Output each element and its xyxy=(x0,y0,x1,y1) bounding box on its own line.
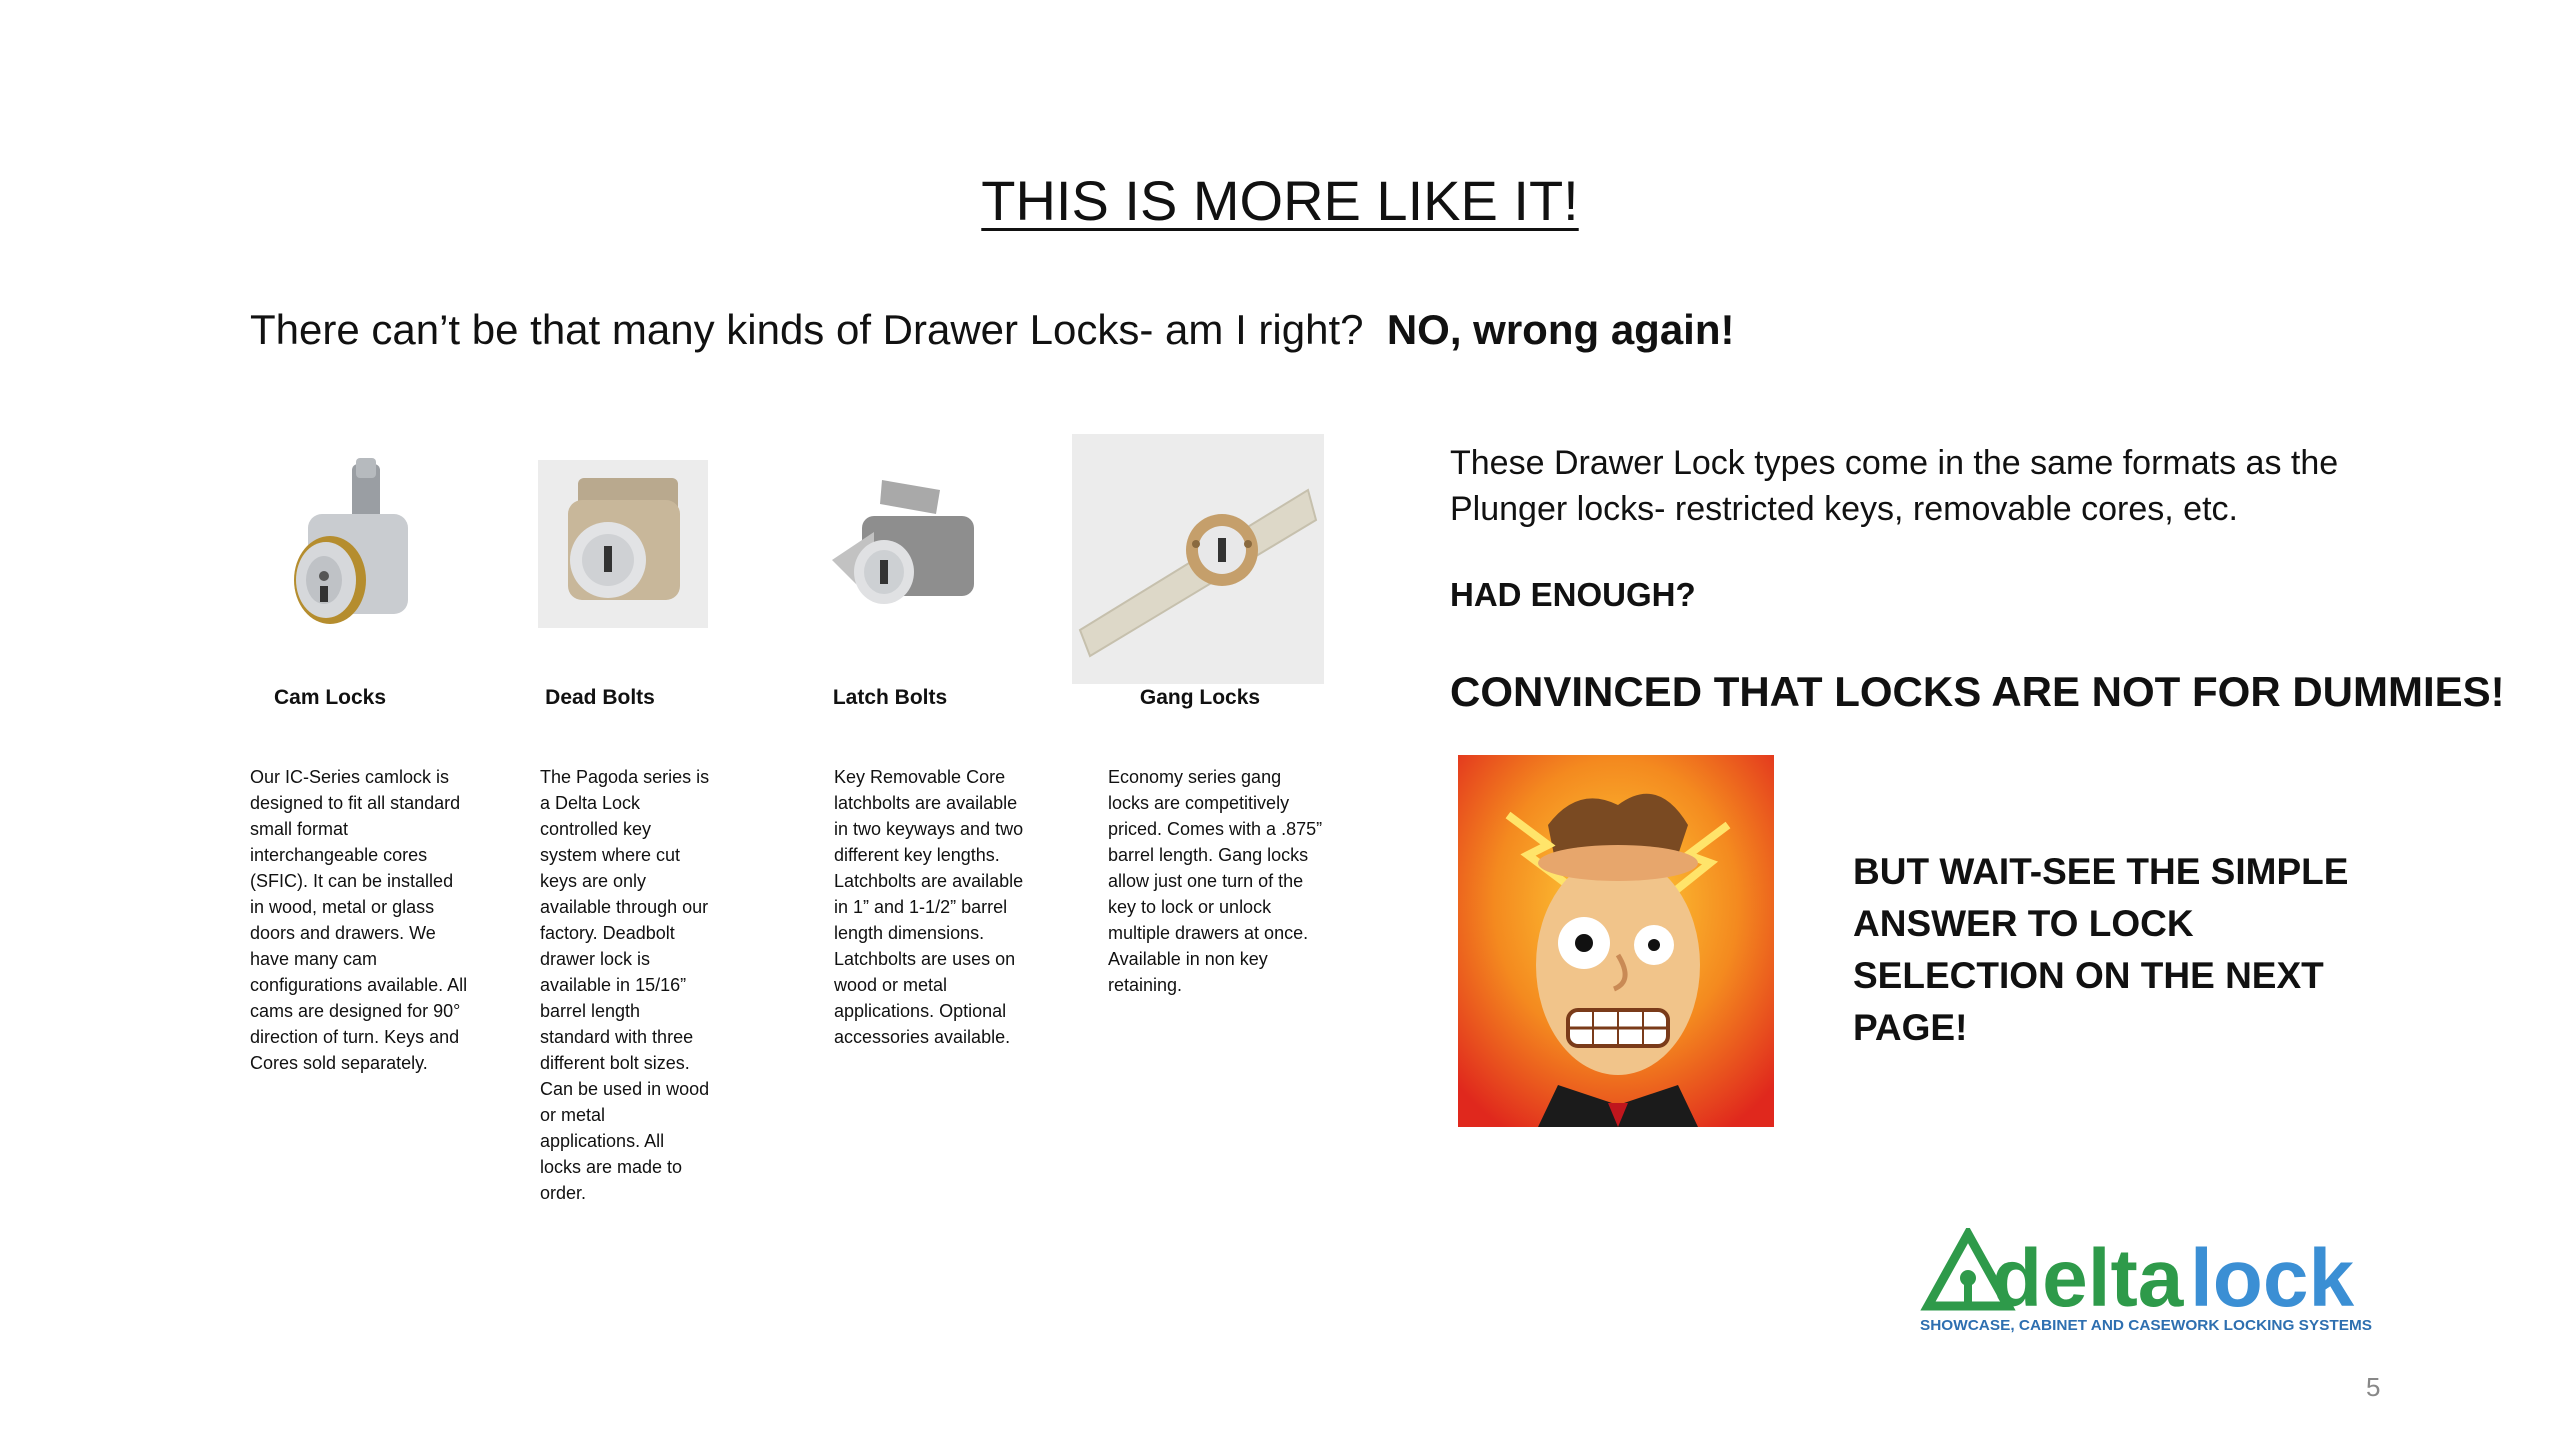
latch-bolt-image xyxy=(822,470,982,640)
product-label-dead-bolts: Dead Bolts xyxy=(545,686,655,709)
subtitle-answer: NO, wrong again! xyxy=(1386,306,1735,353)
product-label-latch-bolts: Latch Bolts xyxy=(832,686,948,709)
product-label-cam-locks: Cam Locks xyxy=(273,686,387,709)
logo-tagline: SHOWCASE, CABINET AND CASEWORK LOCKING SYSTEMS xyxy=(1920,1317,2372,1334)
product-desc-latch-bolts: Key Removable Core latchbolts are available in two keyways and two different key lengths. Latchbolts are available in 1” and 1-1/2” barrel length dimensions. Latchbolts are uses on wood or metal applications. Optional accessories available. xyxy=(834,767,1024,1047)
subtitle xyxy=(250,306,1735,354)
product-desc-gang-locks: Economy series gang locks are competitively priced. Comes with a .875” barrel length. Gang locks allow just one turn of the key to lock or unlock multiple drawers at once. Available in non key retaining. xyxy=(1108,767,1323,995)
page-number: 5 xyxy=(2366,1372,2381,1402)
right-intro-text: These Drawer Lock types come in the same formats as the Plunger locks- restricted keys, removable cores, etc. xyxy=(1450,444,2339,528)
deltalock-logo xyxy=(1920,1228,2380,1338)
product-desc-cam-locks: Our IC-Series camlock is designed to fit all standard small format interchangeable cores (SFIC). It can be installed in wood, metal or glass doors and drawers. We have many cam configurations available. All cams are designed for 90° direction of turn. Keys and Cores sold separately. xyxy=(250,767,468,1073)
convinced-heading: CONVINCED THAT LOCKS ARE NOT FOR DUMMIES! xyxy=(1450,668,2505,715)
slide-title: THIS IS MORE LIKE IT! xyxy=(981,169,1579,232)
dead-bolt-image xyxy=(538,460,708,628)
cam-lock-image xyxy=(268,448,428,648)
logo-delta-text: delta xyxy=(1992,1233,2184,1324)
had-enough-heading: HAD ENOUGH? xyxy=(1450,576,1696,613)
product-desc-dead-bolts: The Pagoda series is a Delta Lock controlled key system where cut keys are only available through our factory. Deadbolt drawer lock is available in 15/16” barrel length standard with three different bolt sizes. Can be used in wood or metal applications. All locks are made to order. xyxy=(540,767,710,1203)
gang-lock-image xyxy=(1072,434,1324,684)
frustrated-cartoon-image xyxy=(1458,755,1774,1127)
product-label-gang-locks: Gang Locks xyxy=(1139,686,1261,709)
but-wait-text: BUT WAIT-SEE THE SIMPLE ANSWER TO LOCK SELECTION ON THE NEXT PAGE! xyxy=(1853,851,2349,1048)
logo-lock-text: lock xyxy=(2190,1233,2355,1324)
subtitle-question: There can’t be that many kinds of Drawer Locks- am I right? xyxy=(250,306,1364,353)
